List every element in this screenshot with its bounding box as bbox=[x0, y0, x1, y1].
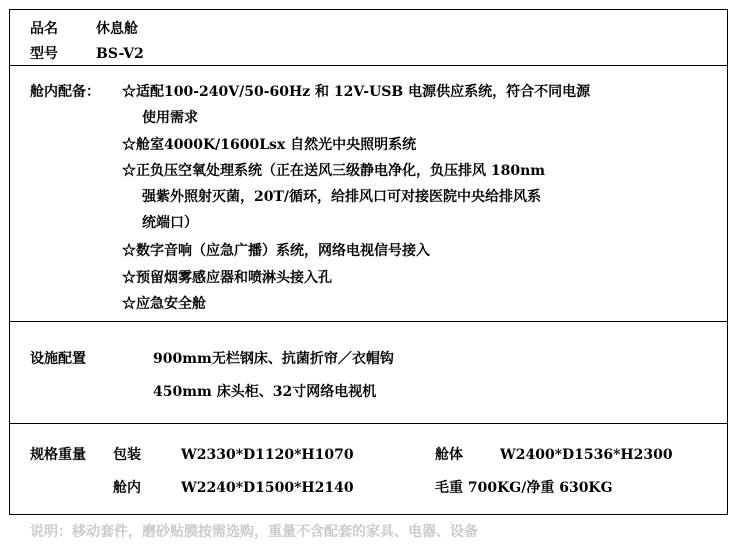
package-value: W2330*D1120*H1070 bbox=[181, 447, 354, 463]
cabin-item-3: ☆正负压空氧处理系统（正在送风三级静电净化，负压排风 180nm bbox=[122, 163, 546, 179]
body-value: W2400*D1536*H2300 bbox=[500, 447, 673, 463]
name-value: 休息舱 bbox=[96, 21, 138, 37]
inner-label: 舱内 bbox=[113, 480, 141, 496]
specs-label: 规格重量 bbox=[30, 447, 86, 463]
model-label: 型号 bbox=[30, 46, 58, 62]
footer-note: 说明：移动套件，磨砂贴膜按需选购，重量不含配套的家具、电器、设备 bbox=[30, 524, 478, 540]
facilities-line-2: 450mm 床头柜、32寸网络电视机 bbox=[153, 384, 377, 400]
name-label: 品名 bbox=[30, 21, 58, 37]
facilities-label: 设施配置 bbox=[30, 351, 86, 367]
cabin-item-4: ☆数字音响（应急广播）系统，网络电视信号接入 bbox=[122, 243, 430, 259]
divider bbox=[10, 321, 727, 322]
cabin-item-2: ☆舱室4000K/1600Lsx 自然光中央照明系统 bbox=[122, 137, 417, 153]
cabin-item-1-cont: 使用需求 bbox=[142, 110, 198, 126]
cabin-item-3-cont: 强紫外照射灭菌，20T/循环，给排风口可对接医院中央给排风系 bbox=[142, 189, 542, 205]
cabin-item-3-cont2: 统端口） bbox=[142, 215, 198, 231]
inner-value: W2240*D1500*H2140 bbox=[181, 480, 354, 496]
weight-text: 毛重 700KG/净重 630KG bbox=[435, 480, 613, 496]
cabin-item-5: ☆预留烟雾感应器和喷淋头接入孔 bbox=[122, 270, 332, 286]
body-label: 舱体 bbox=[435, 447, 463, 463]
cabin-item-1: ☆适配100-240V/50-60Hz 和 12V-USB 电源供应系统，符合不同电源 bbox=[122, 84, 591, 100]
facilities-line-1: 900mm无栏钢床、抗菌折帘／衣帽钩 bbox=[153, 351, 394, 367]
model-value: BS-V2 bbox=[96, 46, 144, 62]
divider bbox=[10, 423, 727, 424]
package-label: 包装 bbox=[113, 447, 141, 463]
cabin-label: 舱内配备： bbox=[30, 84, 100, 100]
divider bbox=[10, 65, 727, 66]
spec-sheet bbox=[9, 9, 728, 515]
cabin-item-6: ☆应急安全舱 bbox=[122, 296, 206, 312]
